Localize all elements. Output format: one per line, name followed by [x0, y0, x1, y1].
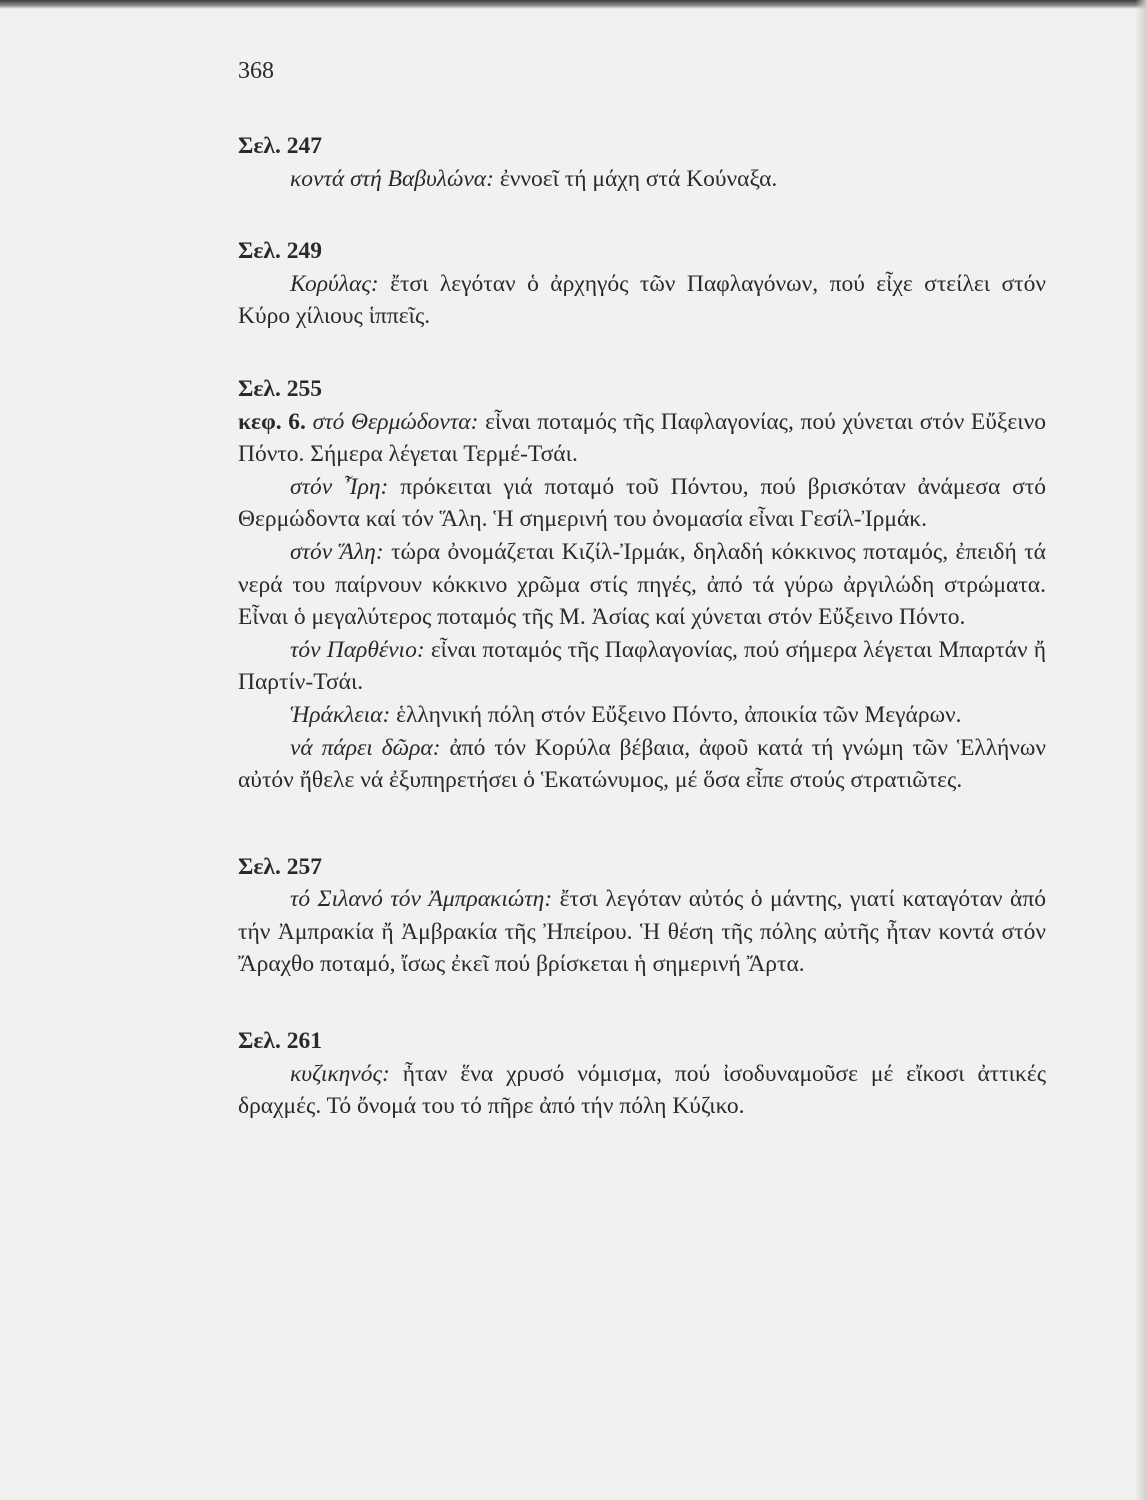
- gloss-text: πρόκειται γιά ποταμό τοῦ Πόντου, πού βρισκόταν ἀνάμεσα στό Θερμώδοντα καί τόν Ἅλη. Ἡ σημερινή του ὀνομασία εἶναι Γεσίλ-Ἰρμάκ.: [238, 473, 1046, 533]
- gloss-text: ἔτσι λεγόταν ὁ ἀρχηγός τῶν Παφλαγόνων, πού εἶχε στείλει στόν Κύρο χίλιους ἱππεῖς.: [238, 270, 1046, 330]
- section-heading: Σελ. 255: [238, 375, 322, 402]
- gloss-term: κυζικηνός:: [290, 1060, 390, 1087]
- gloss-term: στόν Ἅλη:: [290, 538, 384, 565]
- gloss-text: εἶναι ποταμός τῆς Παφλαγονίας, πού χύνεται στόν Εὔξεινο Πόντο. Σήμερα λέγεται Τερμέ-Τσάι.: [238, 408, 1046, 468]
- page-top-edge-shadow: [0, 0, 1147, 9]
- gloss-term: στό Θερμώδοντα:: [305, 408, 479, 435]
- section-heading: Σελ. 261: [238, 1028, 322, 1055]
- section-261: [238, 1025, 1046, 1123]
- book-page: [238, 52, 1046, 1123]
- gloss-entry: [238, 536, 1046, 634]
- section-255: [238, 373, 1046, 797]
- gloss-text: ἀπό τόν Κορύλα βέβαια, ἀφοῦ κατά τή γνώμη τῶν Ἑλλήνων αὐτόν ἤθελε νά ἐξυπηρετήσει ὁ Ἑκατώνυμος, μέ ὅσα εἶπε στούς στρατιῶτες.: [238, 734, 1046, 794]
- section-heading: Σελ. 257: [238, 853, 322, 880]
- gloss-term: νά πάρει δῶρα:: [290, 734, 441, 761]
- gloss-entry: [238, 1058, 1046, 1123]
- gloss-entry: [238, 268, 1046, 333]
- gloss-term: στόν Ἶρη:: [290, 473, 389, 500]
- gloss-entry: [238, 406, 1046, 471]
- gloss-text: ἦταν ἕνα χρυσό νόμισμα, πού ἰσοδυναμοῦσε μέ εἴκοσι ἀττικές δραχμές. Τό ὄνομά του τό πῆρε ἀπό τήν πόλη Κύζικο.: [238, 1060, 1046, 1120]
- gloss-text: τώρα ὀνομάζεται Κιζίλ-Ἰρμάκ, δηλαδή κόκκινος ποταμός, ἐπειδή τά νερά του παίρνουν κόκκινο χρῶμα στίς πηγές, ἀπό τά γύρω ἀργιλώδη στρώματα. Εἶναι ὁ μεγαλύτερος ποταμός τῆς Μ. Ἀσίας καί χύνεται στόν Εὔξεινο Πόντο.: [238, 538, 1046, 631]
- gloss-term: τό Σιλανό τόν Ἀμπρακιώτη:: [290, 886, 553, 913]
- section-heading: Σελ. 247: [238, 133, 322, 159]
- section-heading: Σελ. 249: [238, 238, 322, 265]
- section-247: [238, 130, 1046, 195]
- gloss-term: τόν Παρθένιο:: [290, 636, 425, 663]
- gloss-entry: [238, 732, 1046, 797]
- chapter-label: κεφ. 6.: [238, 408, 306, 435]
- gloss-term: κοντά στή Βαβυλώνα:: [290, 165, 494, 192]
- gloss-text: ἑλληνική πόλη στόν Εὔξεινο Πόντο, ἀποικία τῶν Μεγάρων.: [390, 701, 962, 728]
- gloss-term: Κορύλας:: [290, 270, 379, 297]
- gloss-entry: [238, 471, 1046, 536]
- page-right-edge-shadow: [1135, 0, 1147, 1500]
- gloss-entry: [238, 883, 1046, 981]
- page-number: 368: [238, 58, 274, 84]
- gloss-text: ἔτσι λεγόταν αὐτός ὁ μάντης, γιατί καταγόταν ἀπό τήν Ἀμπρακία ἤ Ἀμβρακία τῆς Ἠπείρου. Ἡ θέση τῆς πόλης αὐτῆς ἦταν κοντά στόν Ἄραχθο ποταμό, ἴσως ἐκεῖ πού βρίσκεται ἡ σημερινή Ἄρτα.: [238, 886, 1046, 978]
- gloss-text: ἐννοεῖ τή μάχη στά Κούναξα.: [493, 165, 778, 192]
- gloss-entry: [238, 163, 1046, 196]
- gloss-text: εἶναι ποταμός τῆς Παφλαγονίας, πού σήμερα λέγεται Μπαρτάν ἤ Παρτίν-Τσάι.: [238, 636, 1046, 696]
- gloss-entry: [238, 634, 1046, 699]
- section-249: [238, 235, 1046, 333]
- gloss-entry: [238, 699, 1046, 732]
- gloss-term: Ἡράκλεια:: [290, 701, 391, 728]
- section-257: [238, 851, 1046, 981]
